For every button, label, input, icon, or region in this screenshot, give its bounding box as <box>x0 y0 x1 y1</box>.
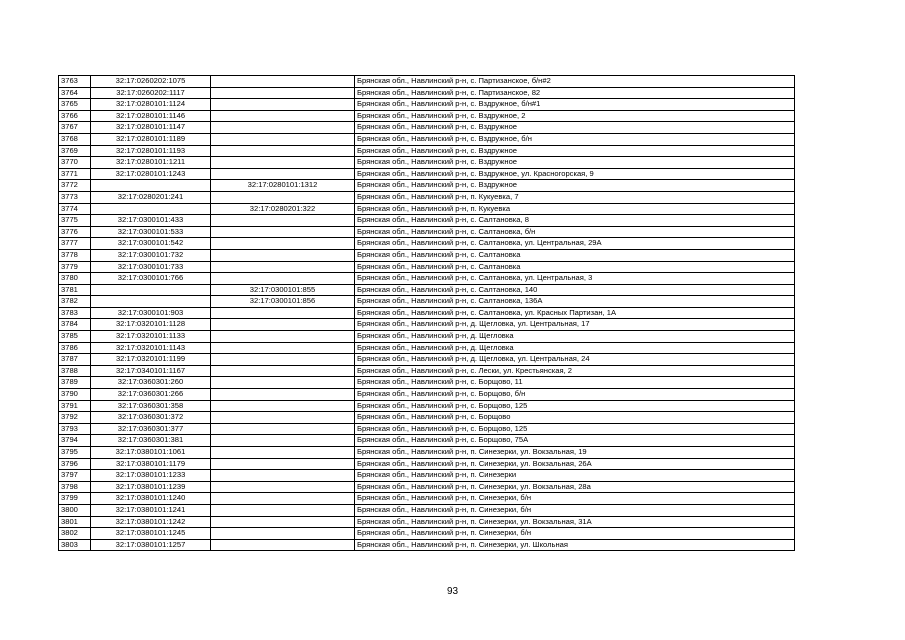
cadastral-number-cell: 32:17:0380101:1245 <box>91 528 211 540</box>
address-cell: Брянская обл., Навлинский р-н, п. Синезерки, б/н <box>355 504 795 516</box>
cadastral-number-cell: 32:17:0280201:241 <box>91 191 211 203</box>
cadastral-number-alt-cell <box>211 539 355 551</box>
address-cell: Брянская обл., Навлинский р-н, с. Салтановка, 8 <box>355 215 795 227</box>
cadastral-number-alt-cell <box>211 226 355 238</box>
row-number-cell: 3768 <box>59 133 91 145</box>
address-cell: Брянская обл., Навлинский р-н, с. Вздружное <box>355 145 795 157</box>
address-cell: Брянская обл., Навлинский р-н, с. Борщово, 125 <box>355 423 795 435</box>
table-row <box>59 180 795 192</box>
cadastral-number-alt-cell <box>211 377 355 389</box>
address-cell: Брянская обл., Навлинский р-н, с. Борщово, б/н <box>355 389 795 401</box>
table-row <box>59 203 795 215</box>
cadastral-number-cell: 32:17:0380101:1233 <box>91 470 211 482</box>
table-row <box>59 76 795 88</box>
address-cell: Брянская обл., Навлинский р-н, п. Синезерки <box>355 470 795 482</box>
address-cell: Брянская обл., Навлинский р-н, п. Синезерки, ул. Школьная <box>355 539 795 551</box>
row-number-cell: 3777 <box>59 238 91 250</box>
address-cell: Брянская обл., Навлинский р-н, с. Борщово, 125 <box>355 400 795 412</box>
table-row <box>59 458 795 470</box>
table-row <box>59 342 795 354</box>
cadastral-number-cell: 32:17:0280101:1189 <box>91 133 211 145</box>
address-cell: Брянская обл., Навлинский р-н, с. Салтановка, ул. Центральная, 3 <box>355 273 795 285</box>
table-row <box>59 400 795 412</box>
address-cell: Брянская обл., Навлинский р-н, д. Щегловка, ул. Центральная, 17 <box>355 319 795 331</box>
cadastral-number-cell: 32:17:0380101:1239 <box>91 481 211 493</box>
cadastral-number-cell: 32:17:0280101:1193 <box>91 145 211 157</box>
row-number-cell: 3789 <box>59 377 91 389</box>
address-cell: Брянская обл., Навлинский р-н, с. Салтановка, 140 <box>355 284 795 296</box>
row-number-cell: 3776 <box>59 226 91 238</box>
table-row <box>59 412 795 424</box>
address-cell: Брянская обл., Навлинский р-н, с. Вздружное <box>355 122 795 134</box>
address-cell: Брянская обл., Навлинский р-н, с. Борщово, 75А <box>355 435 795 447</box>
cadastral-number-cell <box>91 284 211 296</box>
address-cell: Брянская обл., Навлинский р-н, с. Борщово, 11 <box>355 377 795 389</box>
table-row <box>59 377 795 389</box>
cadastral-number-cell: 32:17:0280101:1146 <box>91 110 211 122</box>
cadastral-number-cell: 32:17:0260202:1075 <box>91 76 211 88</box>
cadastral-number-alt-cell <box>211 528 355 540</box>
table-row <box>59 493 795 505</box>
table-row <box>59 389 795 401</box>
cadastral-number-alt-cell <box>211 400 355 412</box>
cadastral-number-cell: 32:17:0300101:766 <box>91 273 211 285</box>
cadastral-number-cell: 32:17:0360301:358 <box>91 400 211 412</box>
table-row <box>59 447 795 459</box>
row-number-cell: 3786 <box>59 342 91 354</box>
cadastral-number-cell: 32:17:0320101:1128 <box>91 319 211 331</box>
cadastral-number-cell: 32:17:0380101:1179 <box>91 458 211 470</box>
row-number-cell: 3783 <box>59 307 91 319</box>
table-row <box>59 481 795 493</box>
cadastral-number-alt-cell <box>211 365 355 377</box>
table-row <box>59 168 795 180</box>
table-row <box>59 273 795 285</box>
registry-table <box>58 75 795 551</box>
cadastral-number-alt-cell: 32:17:0280201:322 <box>211 203 355 215</box>
cadastral-number-alt-cell <box>211 447 355 459</box>
row-number-cell: 3792 <box>59 412 91 424</box>
cadastral-number-cell <box>91 180 211 192</box>
cadastral-number-alt-cell <box>211 493 355 505</box>
cadastral-number-alt-cell <box>211 168 355 180</box>
cadastral-number-alt-cell: 32:17:0300101:856 <box>211 296 355 308</box>
row-number-cell: 3769 <box>59 145 91 157</box>
address-cell: Брянская обл., Навлинский р-н, с. Вздружное, б/н <box>355 133 795 145</box>
cadastral-number-alt-cell <box>211 157 355 169</box>
address-cell: Брянская обл., Навлинский р-н, с. Салтановка, ул. Центральная, 29А <box>355 238 795 250</box>
row-number-cell: 3767 <box>59 122 91 134</box>
address-cell: Брянская обл., Навлинский р-н, с. Вздружное <box>355 180 795 192</box>
row-number-cell: 3791 <box>59 400 91 412</box>
cadastral-number-cell: 32:17:0300101:733 <box>91 261 211 273</box>
cadastral-number-alt-cell <box>211 412 355 424</box>
cadastral-number-alt-cell <box>211 122 355 134</box>
cadastral-number-cell: 32:17:0360301:260 <box>91 377 211 389</box>
address-cell: Брянская обл., Навлинский р-н, с. Вздружное, 2 <box>355 110 795 122</box>
cadastral-number-alt-cell <box>211 215 355 227</box>
table-row <box>59 528 795 540</box>
table-row <box>59 307 795 319</box>
table-row <box>59 215 795 227</box>
table-row <box>59 145 795 157</box>
cadastral-number-cell: 32:17:0300101:433 <box>91 215 211 227</box>
address-cell: Брянская обл., Навлинский р-н, п. Синезерки, б/н <box>355 528 795 540</box>
table-row <box>59 157 795 169</box>
cadastral-number-alt-cell <box>211 470 355 482</box>
cadastral-number-alt-cell <box>211 458 355 470</box>
row-number-cell: 3788 <box>59 365 91 377</box>
row-number-cell: 3801 <box>59 516 91 528</box>
cadastral-number-alt-cell <box>211 76 355 88</box>
cadastral-number-cell: 32:17:0280101:1147 <box>91 122 211 134</box>
cadastral-number-cell: 32:17:0380101:1240 <box>91 493 211 505</box>
address-cell: Брянская обл., Навлинский р-н, п. Синезерки, ул. Вокзальная, 26А <box>355 458 795 470</box>
cadastral-number-cell: 32:17:0360301:381 <box>91 435 211 447</box>
row-number-cell: 3798 <box>59 481 91 493</box>
table-row <box>59 238 795 250</box>
cadastral-number-alt-cell <box>211 516 355 528</box>
cadastral-number-cell: 32:17:0380101:1241 <box>91 504 211 516</box>
cadastral-number-cell: 32:17:0320101:1143 <box>91 342 211 354</box>
cadastral-number-alt-cell <box>211 145 355 157</box>
table-row <box>59 470 795 482</box>
cadastral-number-alt-cell <box>211 423 355 435</box>
cadastral-number-alt-cell <box>211 307 355 319</box>
table-row <box>59 354 795 366</box>
table-row <box>59 249 795 261</box>
cadastral-number-cell: 32:17:0280101:1211 <box>91 157 211 169</box>
table-row <box>59 423 795 435</box>
row-number-cell: 3803 <box>59 539 91 551</box>
address-cell: Брянская обл., Навлинский р-н, д. Щегловка, ул. Центральная, 24 <box>355 354 795 366</box>
address-cell: Брянская обл., Навлинский р-н, с. Вздружное, б/н#1 <box>355 99 795 111</box>
table-row <box>59 99 795 111</box>
cadastral-number-cell <box>91 296 211 308</box>
row-number-cell: 3780 <box>59 273 91 285</box>
cadastral-number-cell: 32:17:0380101:1257 <box>91 539 211 551</box>
cadastral-number-cell: 32:17:0280101:1124 <box>91 99 211 111</box>
cadastral-number-cell: 32:17:0280101:1243 <box>91 168 211 180</box>
row-number-cell: 3785 <box>59 331 91 343</box>
table-row <box>59 319 795 331</box>
row-number-cell: 3773 <box>59 191 91 203</box>
address-cell: Брянская обл., Навлинский р-н, с. Салтановка, б/н <box>355 226 795 238</box>
row-number-cell: 3790 <box>59 389 91 401</box>
row-number-cell: 3802 <box>59 528 91 540</box>
cadastral-number-cell: 32:17:0300101:903 <box>91 307 211 319</box>
row-number-cell: 3763 <box>59 76 91 88</box>
cadastral-number-alt-cell <box>211 133 355 145</box>
address-cell: Брянская обл., Навлинский р-н, п. Синезерки, ул. Вокзальная, 28а <box>355 481 795 493</box>
cadastral-number-cell: 32:17:0380101:1061 <box>91 447 211 459</box>
address-cell: Брянская обл., Навлинский р-н, с. Салтановка <box>355 261 795 273</box>
cadastral-number-alt-cell <box>211 319 355 331</box>
address-cell: Брянская обл., Навлинский р-н, п. Синезерки, ул. Вокзальная, 19 <box>355 447 795 459</box>
row-number-cell: 3796 <box>59 458 91 470</box>
table-row <box>59 191 795 203</box>
address-cell: Брянская обл., Навлинский р-н, с. Борщово <box>355 412 795 424</box>
cadastral-number-alt-cell <box>211 261 355 273</box>
row-number-cell: 3764 <box>59 87 91 99</box>
cadastral-number-cell <box>91 203 211 215</box>
table-row <box>59 435 795 447</box>
cadastral-number-alt-cell <box>211 273 355 285</box>
cadastral-number-alt-cell <box>211 435 355 447</box>
row-number-cell: 3766 <box>59 110 91 122</box>
address-cell: Брянская обл., Навлинский р-н, п. Синезерки, б/н <box>355 493 795 505</box>
row-number-cell: 3800 <box>59 504 91 516</box>
address-cell: Брянская обл., Навлинский р-н, д. Щегловка <box>355 342 795 354</box>
row-number-cell: 3797 <box>59 470 91 482</box>
cadastral-number-cell: 32:17:0360301:266 <box>91 389 211 401</box>
cadastral-number-alt-cell <box>211 238 355 250</box>
row-number-cell: 3795 <box>59 447 91 459</box>
address-cell: Брянская обл., Навлинский р-н, с. Вздружное <box>355 157 795 169</box>
cadastral-number-cell: 32:17:0340101:1167 <box>91 365 211 377</box>
table-row <box>59 226 795 238</box>
row-number-cell: 3771 <box>59 168 91 180</box>
cadastral-number-cell: 32:17:0300101:542 <box>91 238 211 250</box>
table-row <box>59 365 795 377</box>
address-cell: Брянская обл., Навлинский р-н, п. Синезерки, ул. Вокзальная, 31А <box>355 516 795 528</box>
row-number-cell: 3779 <box>59 261 91 273</box>
cadastral-number-cell: 32:17:0300101:533 <box>91 226 211 238</box>
table-row <box>59 133 795 145</box>
cadastral-number-alt-cell <box>211 389 355 401</box>
cadastral-number-alt-cell <box>211 249 355 261</box>
cadastral-number-alt-cell <box>211 331 355 343</box>
cadastral-number-cell: 32:17:0260202:1117 <box>91 87 211 99</box>
table-row <box>59 122 795 134</box>
row-number-cell: 3799 <box>59 493 91 505</box>
row-number-cell: 3784 <box>59 319 91 331</box>
cadastral-number-alt-cell <box>211 99 355 111</box>
row-number-cell: 3794 <box>59 435 91 447</box>
address-cell: Брянская обл., Навлинский р-н, с. Партизанское, б/н#2 <box>355 76 795 88</box>
cadastral-number-cell: 32:17:0360301:377 <box>91 423 211 435</box>
row-number-cell: 3793 <box>59 423 91 435</box>
table-row <box>59 284 795 296</box>
address-cell: Брянская обл., Навлинский р-н, с. Партизанское, 82 <box>355 87 795 99</box>
cadastral-number-alt-cell: 32:17:0280101:1312 <box>211 180 355 192</box>
table-row <box>59 504 795 516</box>
table-row <box>59 539 795 551</box>
cadastral-number-alt-cell: 32:17:0300101:855 <box>211 284 355 296</box>
cadastral-number-cell: 32:17:0320101:1199 <box>91 354 211 366</box>
cadastral-number-cell: 32:17:0300101:732 <box>91 249 211 261</box>
row-number-cell: 3774 <box>59 203 91 215</box>
cadastral-number-cell: 32:17:0360301:372 <box>91 412 211 424</box>
table-row <box>59 261 795 273</box>
row-number-cell: 3787 <box>59 354 91 366</box>
address-cell: Брянская обл., Навлинский р-н, с. Лески, ул. Крестьянская, 2 <box>355 365 795 377</box>
cadastral-number-alt-cell <box>211 354 355 366</box>
cadastral-number-alt-cell <box>211 342 355 354</box>
cadastral-number-cell: 32:17:0320101:1133 <box>91 331 211 343</box>
address-cell: Брянская обл., Навлинский р-н, п. Кукуевка, 7 <box>355 191 795 203</box>
cadastral-number-alt-cell <box>211 110 355 122</box>
cadastral-number-alt-cell <box>211 87 355 99</box>
address-cell: Брянская обл., Навлинский р-н, с. Вздружное, ул. Красногорская, 9 <box>355 168 795 180</box>
cadastral-number-alt-cell <box>211 481 355 493</box>
address-cell: Брянская обл., Навлинский р-н, д. Щегловка <box>355 331 795 343</box>
table-row <box>59 296 795 308</box>
cadastral-number-cell: 32:17:0380101:1242 <box>91 516 211 528</box>
cadastral-number-alt-cell <box>211 504 355 516</box>
address-cell: Брянская обл., Навлинский р-н, с. Салтановка <box>355 249 795 261</box>
cadastral-number-alt-cell <box>211 191 355 203</box>
row-number-cell: 3765 <box>59 99 91 111</box>
table-row <box>59 87 795 99</box>
address-cell: Брянская обл., Навлинский р-н, с. Салтановка, 136А <box>355 296 795 308</box>
row-number-cell: 3775 <box>59 215 91 227</box>
table-row <box>59 516 795 528</box>
page-number: 93 <box>446 586 459 597</box>
row-number-cell: 3782 <box>59 296 91 308</box>
table-row <box>59 110 795 122</box>
row-number-cell: 3781 <box>59 284 91 296</box>
address-cell: Брянская обл., Навлинский р-н, с. Салтановка, ул. Красных Партизан, 1А <box>355 307 795 319</box>
table-row <box>59 331 795 343</box>
registry-table-body <box>59 76 795 551</box>
row-number-cell: 3770 <box>59 157 91 169</box>
address-cell: Брянская обл., Навлинский р-н, п. Кукуевка <box>355 203 795 215</box>
row-number-cell: 3778 <box>59 249 91 261</box>
row-number-cell: 3772 <box>59 180 91 192</box>
